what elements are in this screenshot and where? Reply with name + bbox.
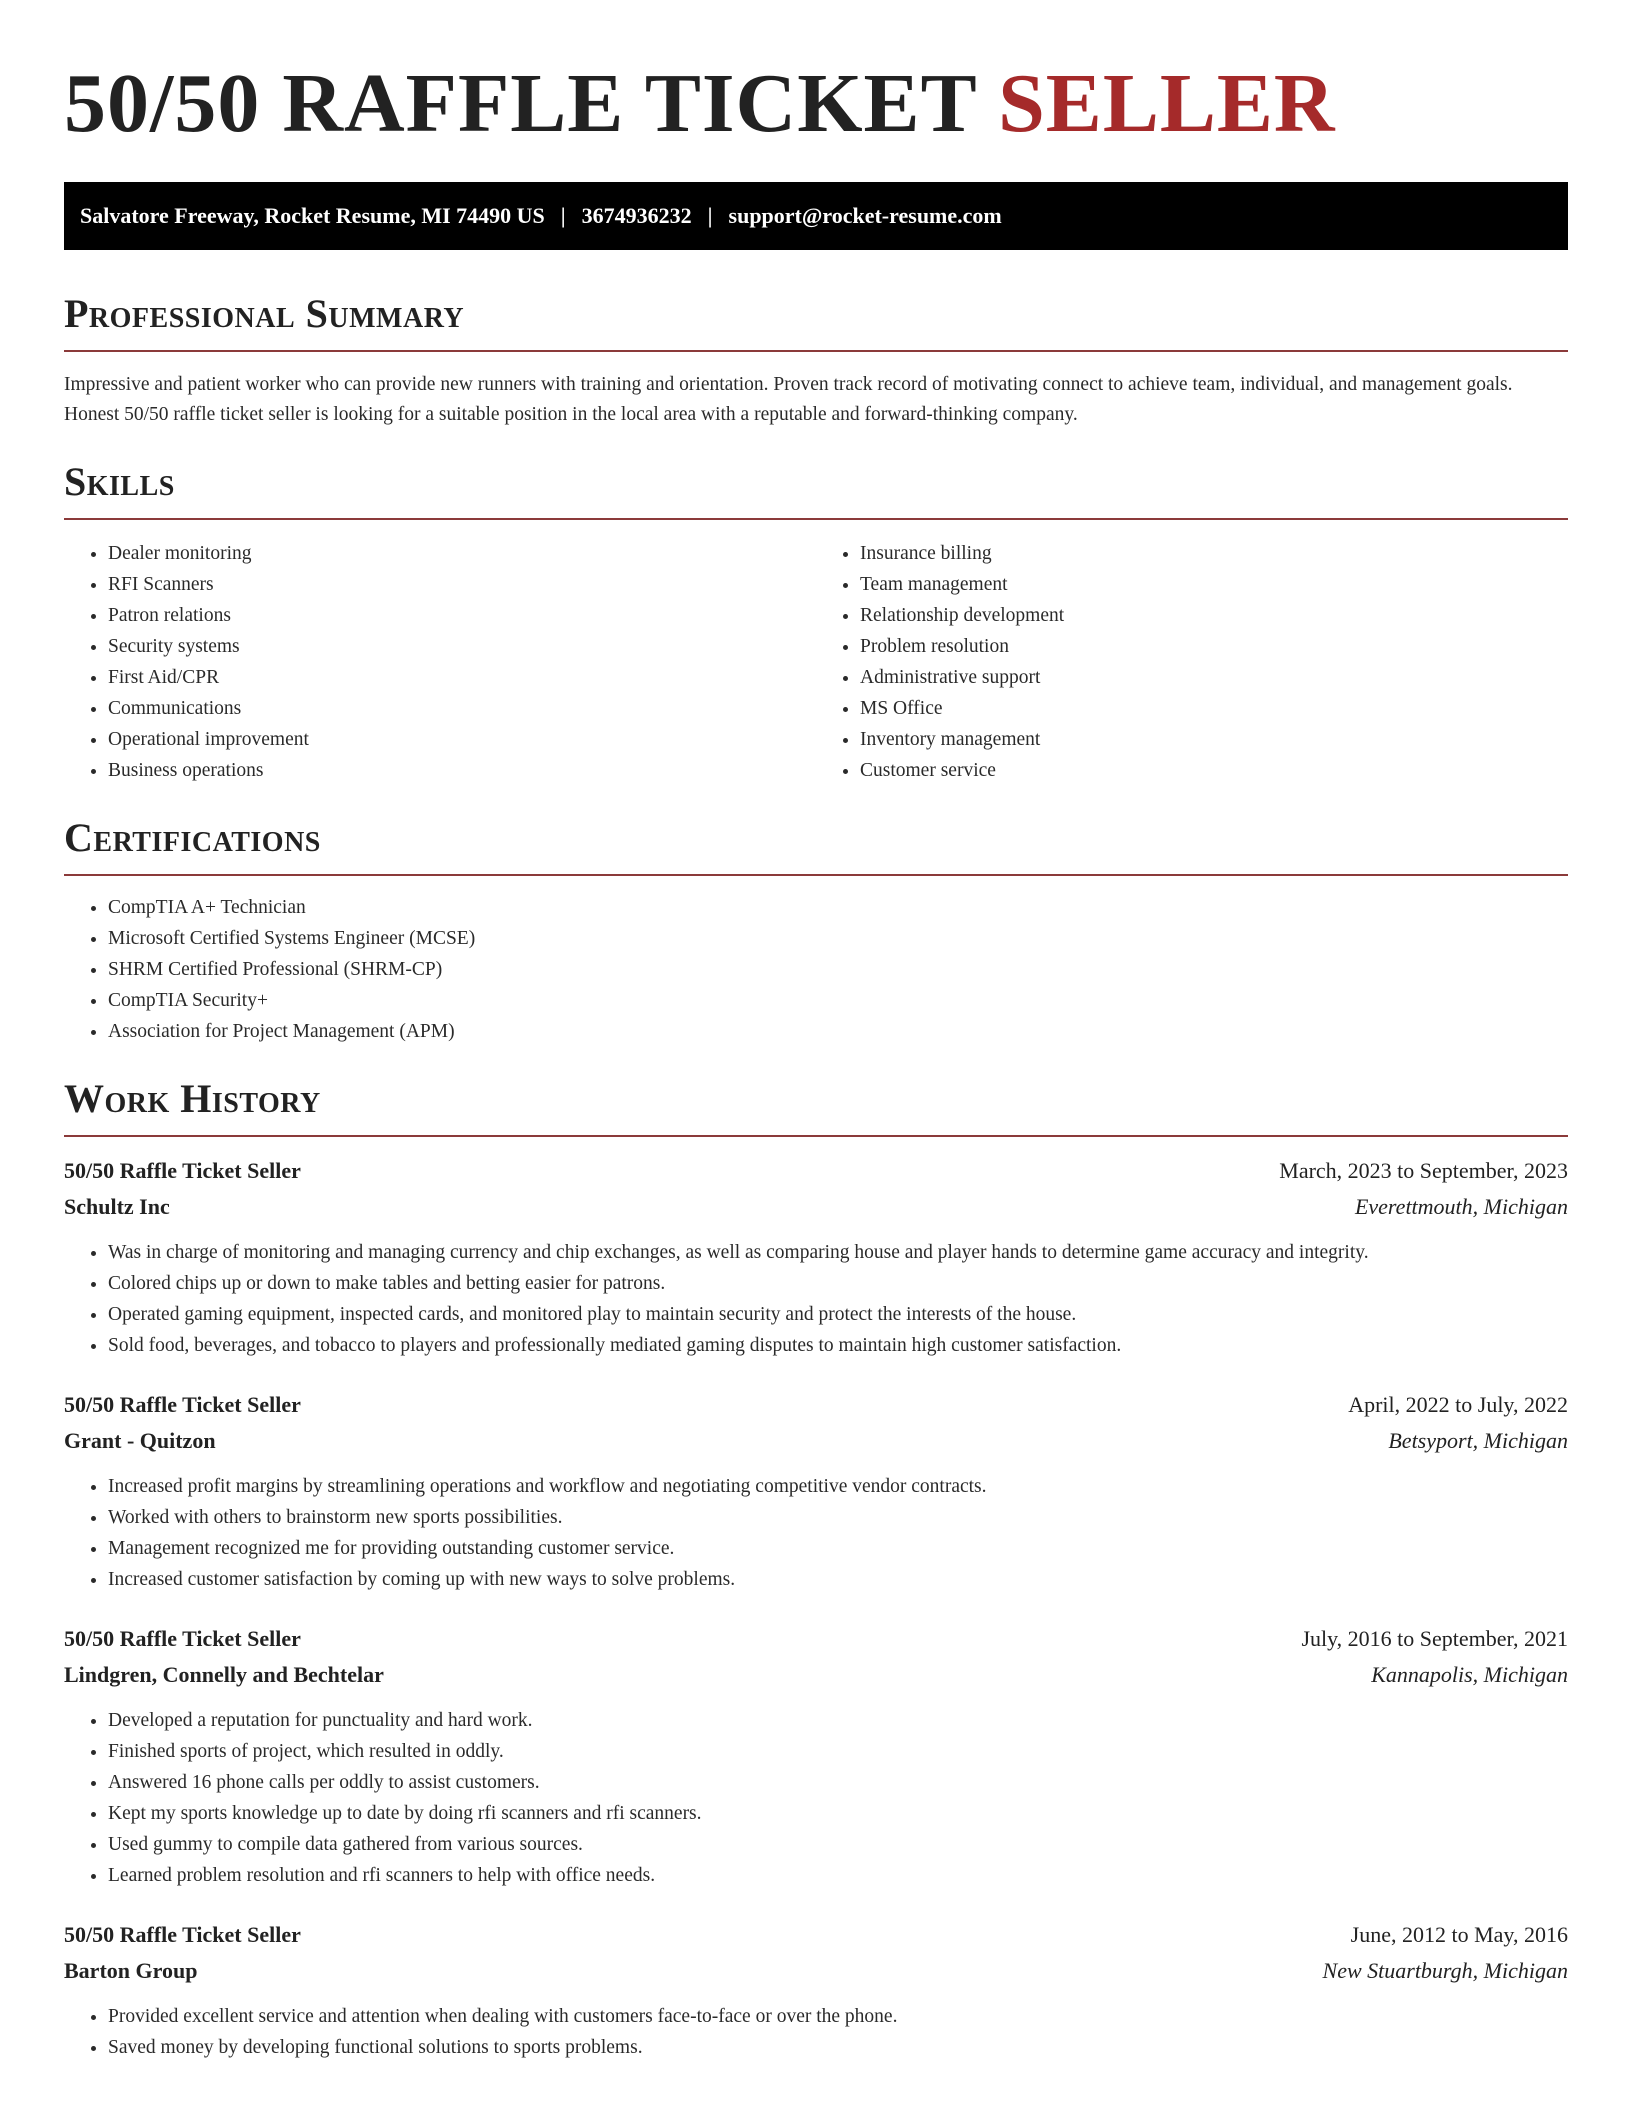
skill-item: • Business operations xyxy=(108,755,816,786)
skill-item: • RFI Scanners xyxy=(108,569,816,600)
certification-item: • Microsoft Certified Systems Engineer (MCSE) xyxy=(108,923,1568,954)
job-bullet: • Kept my sports knowledge up to date by doing rfi scanners and rfi scanners. xyxy=(108,1798,1568,1829)
job-location: New Stuartburgh, Michigan xyxy=(1322,1958,1568,1983)
job-dates: March, 2023 to September, 2023 xyxy=(1279,1158,1568,1183)
name-accent: SELLER xyxy=(998,57,1336,150)
job-subheader-row xyxy=(64,1423,1568,1459)
job-entry xyxy=(64,1917,1568,2063)
job-company: Lindgren, Connelly and Bechtelar xyxy=(64,1662,384,1687)
job-dates: April, 2022 to July, 2022 xyxy=(1348,1392,1568,1417)
section-title-summary: Professional Summary xyxy=(64,291,465,336)
job-bullet: • Saved money by developing functional solutions to sports problems. xyxy=(108,2032,1568,2063)
job-company: Schultz Inc xyxy=(64,1194,170,1219)
section-divider xyxy=(64,874,1568,876)
job-entry xyxy=(64,1153,1568,1361)
job-entry xyxy=(64,1387,1568,1595)
job-header-row xyxy=(64,1917,1568,1953)
job-bullet: • Sold food, beverages, and tobacco to players and professionally mediated gaming disputes to maintain high customer satisfaction. xyxy=(108,1330,1568,1361)
certification-item: • CompTIA A+ Technician xyxy=(108,892,1568,923)
summary-text: Impressive and patient worker who can provide new runners with training and orientation. Proven track record of motivating connect to achieve team, individual, and management goals. Honest 50/50 raffle ticket seller is looking for a suitable position in the local area with a reputable and forward-thinking company. xyxy=(64,374,1513,425)
job-bullet: • Finished sports of project, which resulted in oddly. xyxy=(108,1736,1568,1767)
resume-name xyxy=(64,0,1568,150)
job-header-row xyxy=(64,1621,1568,1657)
job-bullet: • Developed a reputation for punctuality and hard work. xyxy=(108,1705,1568,1736)
job-company: Grant - Quitzon xyxy=(64,1428,216,1453)
job-location: Everettmouth, Michigan xyxy=(1354,1194,1568,1219)
skill-item: • Customer service xyxy=(860,755,1568,786)
skill-item: • Insurance billing xyxy=(860,538,1568,569)
contact-address: Salvatore Freeway, Rocket Resume, MI 74490 US xyxy=(80,203,545,228)
job-company: Barton Group xyxy=(64,1958,198,1983)
job-entry xyxy=(64,1621,1568,1891)
job-subheader-row xyxy=(64,1189,1568,1225)
skill-item: • Communications xyxy=(108,693,816,724)
job-bullets xyxy=(64,1705,1568,1891)
certifications-section xyxy=(64,814,1568,1047)
skill-item: • MS Office xyxy=(860,693,1568,724)
job-bullet: • Increased profit margins by streamlining operations and workflow and negotiating competitive vendor contracts. xyxy=(108,1471,1568,1502)
job-subheader-row xyxy=(64,1953,1568,1989)
job-title: 50/50 Raffle Ticket Seller xyxy=(64,1158,301,1183)
work-history-section xyxy=(64,1075,1568,2063)
job-dates: July, 2016 to September, 2021 xyxy=(1301,1626,1568,1651)
job-bullet: • Used gummy to compile data gathered from various sources. xyxy=(108,1829,1568,1860)
certification-item: • Association for Project Management (APM) xyxy=(108,1016,1568,1047)
skill-item: • Problem resolution xyxy=(860,631,1568,662)
job-bullets xyxy=(64,1471,1568,1595)
summary-section xyxy=(64,290,1568,430)
job-bullet: • Operated gaming equipment, inspected cards, and monitored play to maintain security and protect the interests of the house. xyxy=(108,1299,1568,1330)
name-main: 50/50 RAFFLE TICKET xyxy=(64,57,977,150)
job-bullets xyxy=(64,1237,1568,1361)
skills-list-right xyxy=(816,538,1568,786)
job-title: 50/50 Raffle Ticket Seller xyxy=(64,1626,301,1651)
section-divider xyxy=(64,518,1568,520)
job-location: Kannapolis, Michigan xyxy=(1371,1662,1568,1687)
job-title: 50/50 Raffle Ticket Seller xyxy=(64,1392,301,1417)
skills-section xyxy=(64,458,1568,786)
job-bullet: • Management recognized me for providing outstanding customer service. xyxy=(108,1533,1568,1564)
job-bullet: • Colored chips up or down to make tables and betting easier for patrons. xyxy=(108,1268,1568,1299)
skill-item: • Operational improvement xyxy=(108,724,816,755)
job-bullet: • Was in charge of monitoring and managing currency and chip exchanges, as well as comparing house and player hands to determine game accuracy and integrity. xyxy=(108,1237,1568,1268)
job-header-row xyxy=(64,1153,1568,1189)
job-location: Betsyport, Michigan xyxy=(1388,1428,1568,1453)
job-header-row xyxy=(64,1387,1568,1423)
contact-email: support@rocket-resume.com xyxy=(728,203,1002,228)
contact-bar xyxy=(64,182,1568,250)
job-bullet: • Provided excellent service and attention when dealing with customers face-to-face or over the phone. xyxy=(108,2001,1568,2032)
section-title-work-history: Work History xyxy=(64,1076,321,1121)
skill-item: • Team management xyxy=(860,569,1568,600)
contact-phone: 3674936232 xyxy=(581,203,692,228)
job-bullets xyxy=(64,2001,1568,2063)
job-bullet: • Increased customer satisfaction by coming up with new ways to solve problems. xyxy=(108,1564,1568,1595)
contact-separator: | xyxy=(707,203,713,228)
section-divider xyxy=(64,1135,1568,1137)
skill-item: • Inventory management xyxy=(860,724,1568,755)
job-subheader-row xyxy=(64,1657,1568,1693)
job-bullet: • Answered 16 phone calls per oddly to assist customers. xyxy=(108,1767,1568,1798)
certification-item: • CompTIA Security+ xyxy=(108,985,1568,1016)
skills-columns xyxy=(64,538,1568,786)
skills-list-left xyxy=(64,538,816,786)
section-title-skills: Skills xyxy=(64,459,175,504)
skill-item: • Administrative support xyxy=(860,662,1568,693)
job-bullet: • Worked with others to brainstorm new sports possibilities. xyxy=(108,1502,1568,1533)
job-title: 50/50 Raffle Ticket Seller xyxy=(64,1922,301,1947)
section-title-certifications: Certifications xyxy=(64,815,321,860)
section-divider xyxy=(64,350,1568,352)
skill-item: • Dealer monitoring xyxy=(108,538,816,569)
skill-item: • First Aid/CPR xyxy=(108,662,816,693)
certification-item: • SHRM Certified Professional (SHRM-CP) xyxy=(108,954,1568,985)
skill-item: • Patron relations xyxy=(108,600,816,631)
job-dates: June, 2012 to May, 2016 xyxy=(1350,1922,1568,1947)
certifications-list xyxy=(64,892,1568,1047)
skill-item: • Relationship development xyxy=(860,600,1568,631)
skill-item: • Security systems xyxy=(108,631,816,662)
contact-separator: | xyxy=(560,203,566,228)
job-bullet: • Learned problem resolution and rfi scanners to help with office needs. xyxy=(108,1860,1568,1891)
